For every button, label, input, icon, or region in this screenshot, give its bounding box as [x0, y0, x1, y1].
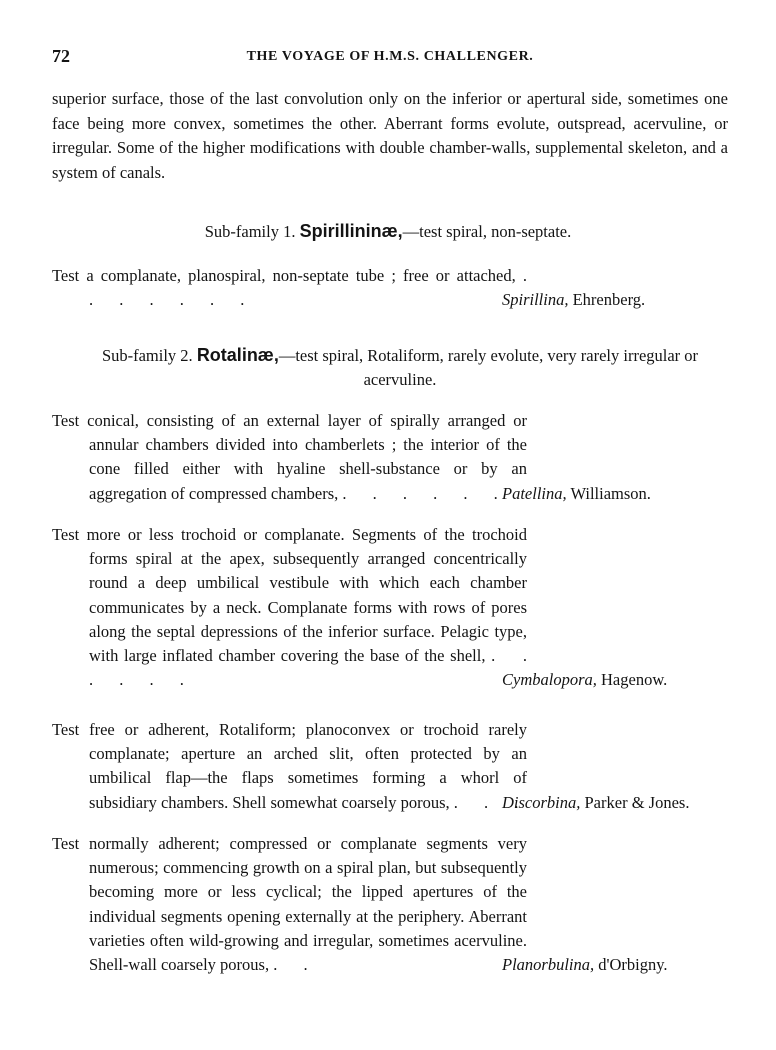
genus-authority: Parker & Jones. — [584, 792, 690, 812]
genus-entry-patellina — [52, 409, 732, 506]
entry-description — [52, 409, 527, 506]
genus-authority: d'Orbigny. — [598, 955, 668, 975]
genus-italic: Discorbina, — [502, 792, 581, 812]
entry-description-text: Test conical, consisting of an external layer of spirally arranged or annular chambers divided into chamberlets ; the interior of the cone filled either with hyaline shell-substance or by an aggregation of compressed chambers, — [52, 411, 527, 503]
subfamily-heading-2 — [80, 343, 720, 392]
subfamily-description: —test spiral, non-septate. — [402, 222, 572, 241]
genus-entry-cymbalopora — [52, 523, 732, 692]
genus-italic: Patellina, — [502, 483, 567, 503]
dot-leader: . . — [273, 955, 308, 975]
page-header — [52, 46, 728, 68]
genus-italic: Cymbalopora, — [502, 670, 597, 690]
subfamily-prefix: Sub-family 2. — [101, 346, 193, 365]
subfamily-heading-1 — [0, 219, 776, 244]
entry-description-text: Test normally adherent; compressed or complanate segments very numerous; commencing growth on a spiral plan, but subsequently becoming more or less cyclical; the lipped apertures of the individual segments opening externally at the periphery. Aberrant varieties often wild-growing and irregular, sometimes acervuline. Shell-wall coarsely porous, — [52, 834, 527, 975]
subfamily-name: Spirillininæ, — [299, 221, 403, 241]
genus-authority: Williamson. — [570, 483, 651, 503]
genus-entry-spirillina — [52, 264, 732, 312]
entry-description-text: Test more or less trochoid or complanate. Segments of the trochoid forms spiral at the apex, subsequently arranged concentrically round a deep umbilical vestibule with which each chamber communicates by a neck. Complanate forms with rows of pores along the septal depressions of the inferior surface. Pelagic type, with large inflated chamber covering the base of the shell, — [52, 525, 527, 666]
dot-leader: . . . . . . — [342, 483, 498, 503]
subfamily-description: —test spiral, Rotaliform, rarely evolute, very rarely irregular or acervuline. — [278, 346, 699, 389]
genus-name — [502, 953, 668, 977]
entry-description — [52, 718, 527, 815]
entry-description-text: Test free or adherent, Rotaliform; planoconvex or trochoid rarely complanate; aperture an arched slit, often protected by an umbilical flap—the flaps sometimes forming a whorl of subsidiary chambers. Shell somewhat coarsely porous, — [52, 720, 527, 812]
genus-entry-discorbina — [52, 718, 732, 815]
genus-name — [502, 791, 689, 815]
dot-leader: . . . . . . . — [89, 266, 527, 310]
genus-italic: Spirillina, — [502, 290, 569, 310]
genus-name — [502, 482, 651, 506]
dot-leader: . . . — [453, 792, 519, 812]
subfamily-name: Rotalinæ, — [196, 345, 279, 365]
genus-name — [502, 668, 667, 692]
intro-paragraph: superior surface, those of the last convolution only on the inferior or apertural side, sometimes one face being more convex, sometimes the other. Aberrant forms evolute, outspread, acervuline, or irregular. Some of the higher modifications with double chamber-walls, supplemental skeleton, and a system of canals. — [52, 89, 728, 182]
entry-description — [52, 832, 527, 977]
running-title: THE VOYAGE OF H.M.S. CHALLENGER. — [246, 49, 534, 64]
genus-name — [502, 288, 645, 312]
entry-description — [52, 264, 527, 312]
entry-description-text: Test a complanate, planospiral, non-septate tube ; free or attached, — [52, 266, 516, 285]
genus-authority: Ehrenberg. — [572, 290, 646, 310]
page-number: 72 — [52, 46, 70, 66]
entry-description — [52, 523, 527, 692]
genus-italic: Planorbulina, — [502, 955, 595, 975]
subfamily-prefix: Sub-family 1. — [204, 222, 296, 241]
genus-entry-planorbulina — [52, 832, 732, 977]
dot-leader: . . . . . . — [89, 646, 528, 690]
genus-authority: Hagenow. — [601, 670, 668, 690]
